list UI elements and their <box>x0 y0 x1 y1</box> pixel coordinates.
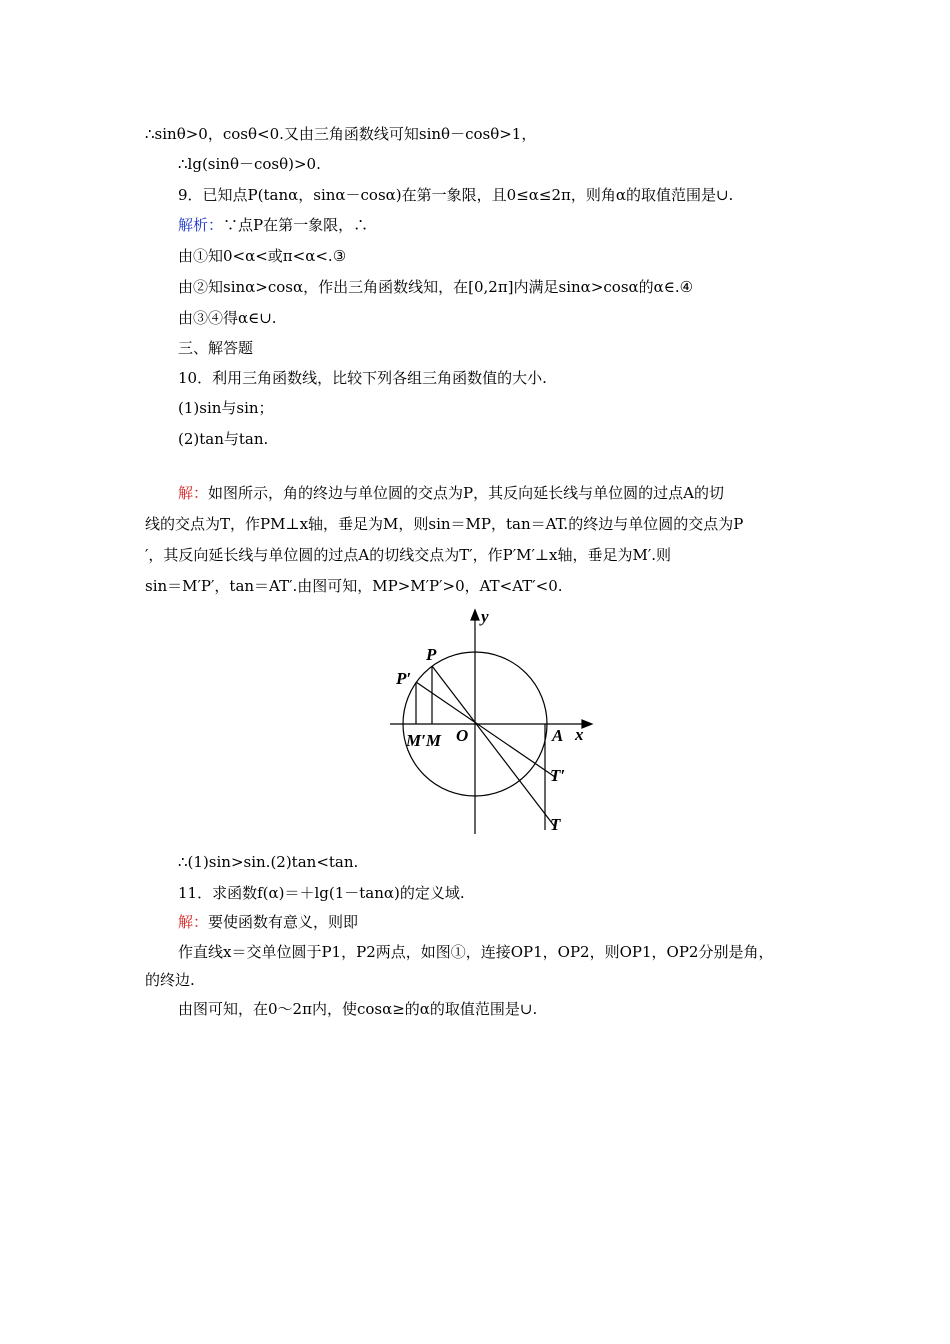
text-line: 由②知sinα>cosα，作出三角函数线知，在[0,2π]内满足sinα>cosα的α∈.④ <box>178 278 694 296</box>
line-Pprime-Tprime <box>416 682 555 777</box>
section-heading: 三、解答题 <box>178 339 254 357</box>
text-line: 由③④得α∈∪. <box>178 309 277 327</box>
label-T: T <box>550 815 561 834</box>
text-line: ∴sinθ>0，cosθ<0.又由三角函数线可知sinθ－cosθ>1， <box>145 125 537 143</box>
label-P-prime: P′ <box>396 669 412 688</box>
jie-label: 解： <box>178 484 209 502</box>
solution-10-line <box>178 483 724 503</box>
text-line: 的终边. <box>145 971 195 989</box>
text-line: ∴(1)sin>sin.(2)tan<tan. <box>178 853 359 871</box>
text-line: sin＝M′P′，tan＝AT′.由图可知，MP>M′P′>0，AT<AT′<0. <box>145 577 563 595</box>
question-10: 10．利用三角函数线，比较下列各组三角函数值的大小. <box>178 369 547 387</box>
line-P-T <box>432 666 555 827</box>
label-P: P <box>426 645 437 664</box>
jie-label: 解： <box>178 913 209 931</box>
text-line: 线的交点为T，作PM⊥x轴，垂足为M，则sin＝MP，tan＝AT.的终边与单位圆的交点为P <box>145 515 744 533</box>
label-A: A <box>552 726 564 745</box>
solution-text: 如图所示，角的终边与单位圆的交点为P，其反向延长线与单位圆的过点A的切 <box>208 484 724 502</box>
solution-text: ∵点P在第一象限，∴ <box>223 216 369 234</box>
label-M-prime-M: M′M <box>406 731 442 750</box>
jiexi-label: 解析： <box>178 216 224 234</box>
x-axis-arrow <box>582 720 592 728</box>
text-line: (1)sin与sin； <box>178 399 274 417</box>
text-line: 由图可知，在0～2π内，使cosα≥的α的取值范围是∪. <box>178 1000 538 1018</box>
text-line: ′，其反向延长线与单位圆的过点A的切线交点为T′，作P′M′⊥x轴，垂足为M′.则 <box>145 546 672 564</box>
label-y: y <box>481 607 489 626</box>
solution-11-line <box>178 912 358 932</box>
text-line: 作直线x＝交单位圆于P1，P2两点，如图①，连接OP1，OP2，则OP1，OP2分别是角， <box>178 943 774 961</box>
text-line: 由①知0<α<或π<α<.③ <box>178 247 347 265</box>
label-x: x <box>575 725 584 744</box>
solution-9-line <box>178 215 368 235</box>
question-11: 11．求函数f(α)＝＋lg(1－tanα)的定义域. <box>178 884 465 902</box>
text-line: (2)tan与tan. <box>178 430 269 448</box>
y-axis-arrow <box>471 610 479 620</box>
text-line: ∴lg(sinθ－cosθ)>0. <box>178 155 321 173</box>
label-T-prime: T′ <box>550 766 566 785</box>
unit-circle-figure <box>390 604 600 840</box>
question-9: 9．已知点P(tanα，sinα－cosα)在第一象限，且0≤α≤2π，则角α的取值范围是∪. <box>178 186 734 204</box>
solution-text: 要使函数有意义，则即 <box>208 913 359 931</box>
label-O: O <box>456 726 469 745</box>
